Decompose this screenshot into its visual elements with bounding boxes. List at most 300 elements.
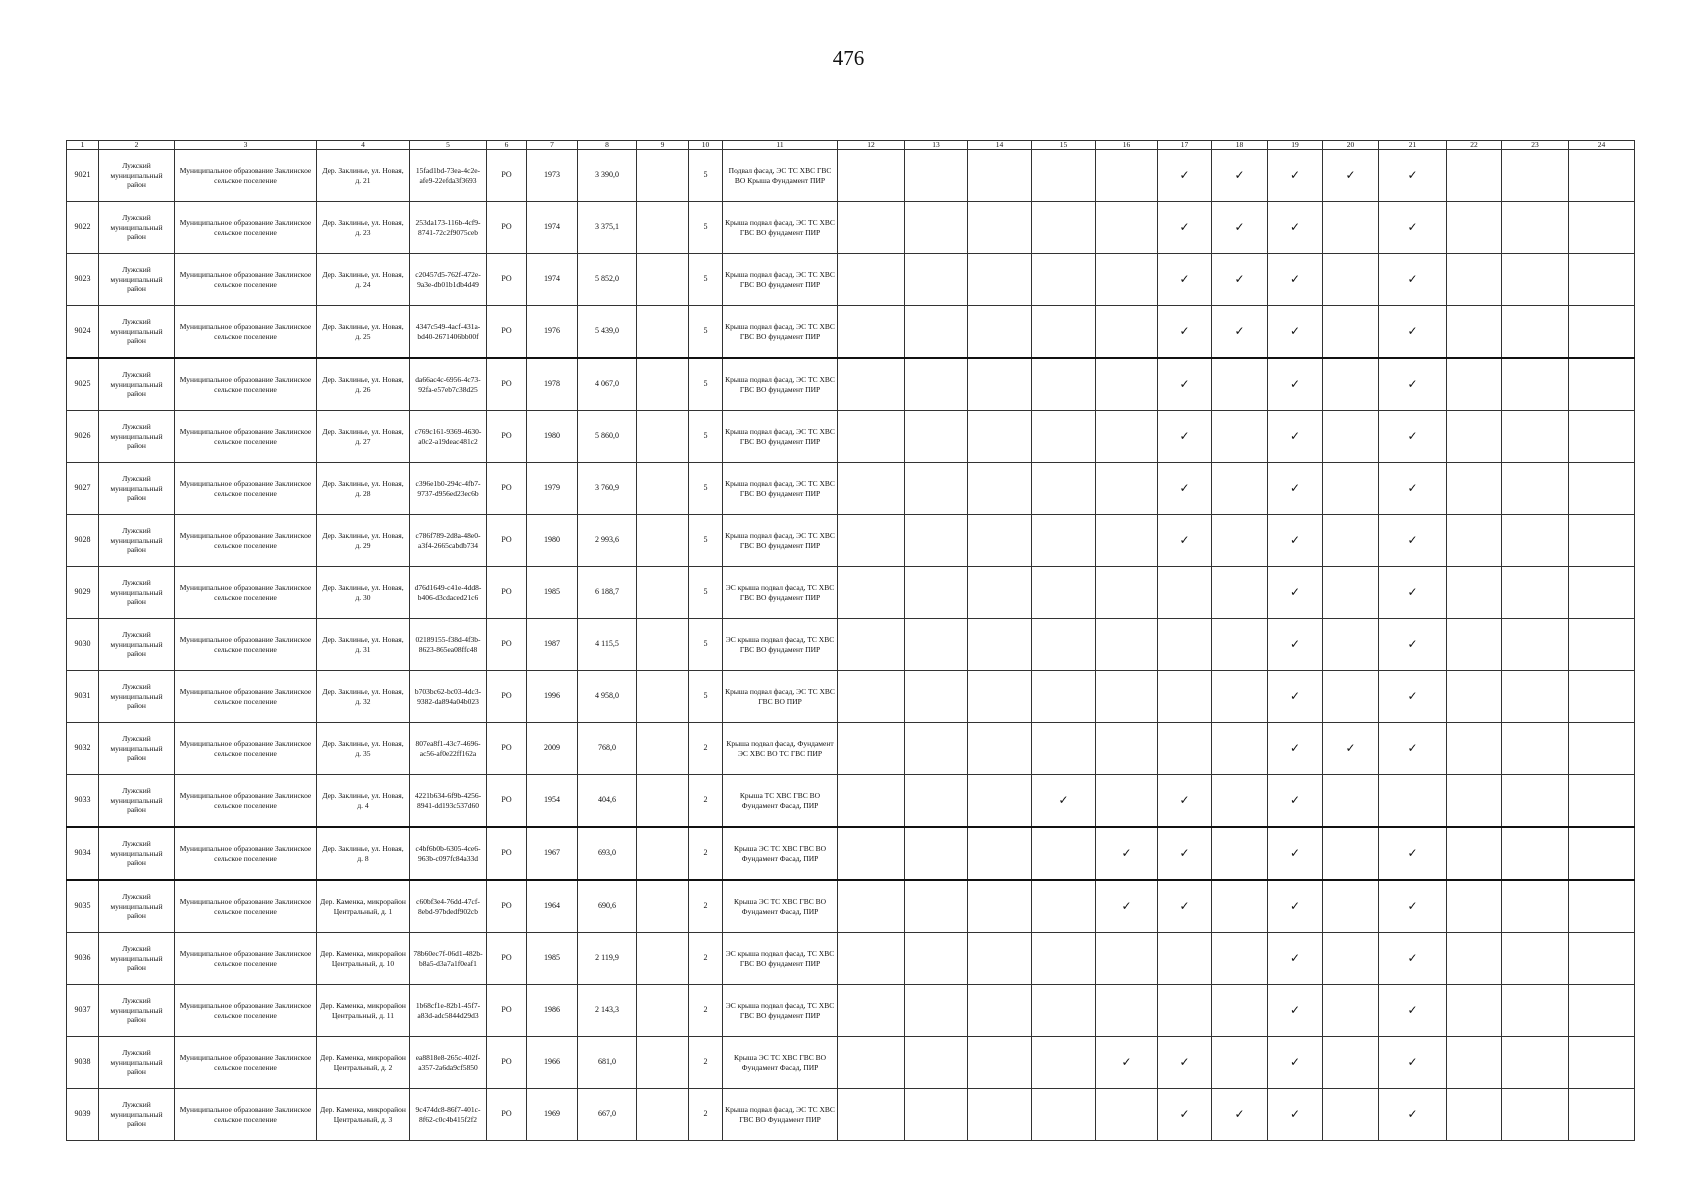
record-number: 9033: [67, 775, 99, 828]
address-cell: Дер. Каменка, микрорайон Центральный, д. 1: [317, 880, 410, 933]
form-cell: РО: [487, 827, 527, 880]
table-row: [67, 567, 1635, 619]
area-cell: 5 852,0: [578, 254, 637, 306]
check-mark-icon: ✓: [1158, 775, 1212, 828]
empty-cell: [637, 463, 689, 515]
table-row: [67, 306, 1635, 359]
empty-cell: [1032, 358, 1096, 411]
object-code-cell: 15fad1bd-73ea-4c2e-afe9-22efda3f3693: [410, 150, 487, 202]
table-row: [67, 254, 1635, 306]
district-cell: Лужский муниципальный район: [99, 358, 175, 411]
empty-cell: [637, 567, 689, 619]
check-mark-icon: ✓: [1323, 723, 1379, 775]
check-mark-icon: ✓: [1379, 358, 1447, 411]
column-number: 6: [487, 141, 527, 150]
table-row: [67, 150, 1635, 202]
empty-cell: [1096, 933, 1158, 985]
column-number: 5: [410, 141, 487, 150]
check-mark-icon: ✓: [1268, 1089, 1323, 1141]
empty-cell: [1212, 463, 1268, 515]
form-cell: РО: [487, 463, 527, 515]
check-mark-icon: ✓: [1212, 1089, 1268, 1141]
check-mark-icon: ✓: [1158, 463, 1212, 515]
table-row: [67, 1089, 1635, 1141]
year-cell: 1969: [527, 1089, 578, 1141]
district-cell: Лужский муниципальный район: [99, 985, 175, 1037]
empty-cell: [905, 933, 968, 985]
table-row: [67, 775, 1635, 828]
empty-cell: [905, 1037, 968, 1089]
check-mark-icon: ✓: [1268, 306, 1323, 359]
works-cell: Крыша подвал фасад, ЭС ТС ХВС ГВС ВО фундамент ПИР: [723, 411, 838, 463]
empty-cell: [1096, 411, 1158, 463]
check-mark-icon: ✓: [1379, 150, 1447, 202]
empty-cell: [1569, 567, 1635, 619]
check-mark-icon: ✓: [1158, 202, 1212, 254]
district-cell: Лужский муниципальный район: [99, 933, 175, 985]
works-cell: ЭС крыша подвал фасад, ТС ХВС ГВС ВО фундамент ПИР: [723, 619, 838, 671]
check-mark-icon: ✓: [1158, 1037, 1212, 1089]
object-code-cell: 78b60ec7f-06d1-482b-b8a5-d3a7a1f0eaf1: [410, 933, 487, 985]
check-mark-icon: ✓: [1379, 619, 1447, 671]
form-cell: РО: [487, 306, 527, 359]
empty-cell: [1212, 567, 1268, 619]
works-cell: Крыша ТС ХВС ГВС ВО Фундамент Фасад, ПИР: [723, 775, 838, 828]
empty-cell: [1502, 1037, 1569, 1089]
empty-cell: [1323, 827, 1379, 880]
empty-cell: [1447, 827, 1502, 880]
empty-cell: [838, 985, 905, 1037]
empty-cell: [1569, 1089, 1635, 1141]
empty-cell: [968, 723, 1032, 775]
municipality-cell: Муниципальное образование Заклинское сельское поселение: [175, 619, 317, 671]
empty-cell: [968, 619, 1032, 671]
municipality-cell: Муниципальное образование Заклинское сельское поселение: [175, 880, 317, 933]
empty-cell: [1032, 515, 1096, 567]
object-code-cell: 4221b634-6f9b-4256-8941-dd193c537d60: [410, 775, 487, 828]
empty-cell: [637, 254, 689, 306]
empty-cell: [637, 306, 689, 359]
check-mark-icon: ✓: [1096, 827, 1158, 880]
empty-cell: [1323, 933, 1379, 985]
empty-cell: [1447, 985, 1502, 1037]
empty-cell: [1096, 1089, 1158, 1141]
check-mark-icon: ✓: [1158, 358, 1212, 411]
empty-cell: [1502, 933, 1569, 985]
empty-cell: [968, 567, 1032, 619]
floors-cell: 5: [689, 671, 723, 723]
district-cell: Лужский муниципальный район: [99, 411, 175, 463]
object-code-cell: 807ea8f1-43c7-4696-ac56-af0e22ff162a: [410, 723, 487, 775]
empty-cell: [1158, 723, 1212, 775]
form-cell: РО: [487, 254, 527, 306]
form-cell: РО: [487, 411, 527, 463]
works-cell: ЭС крыша подвал фасад, ТС ХВС ГВС ВО фундамент ПИР: [723, 567, 838, 619]
year-cell: 1980: [527, 515, 578, 567]
empty-cell: [1032, 306, 1096, 359]
empty-cell: [1212, 985, 1268, 1037]
empty-cell: [1158, 567, 1212, 619]
address-cell: Дер. Заклинье, ул. Новая, д. 24: [317, 254, 410, 306]
empty-cell: [968, 775, 1032, 828]
form-cell: РО: [487, 150, 527, 202]
check-mark-icon: ✓: [1268, 567, 1323, 619]
check-mark-icon: ✓: [1379, 933, 1447, 985]
empty-cell: [1502, 723, 1569, 775]
record-number: 9024: [67, 306, 99, 359]
table-row: [67, 933, 1635, 985]
check-mark-icon: ✓: [1096, 1037, 1158, 1089]
empty-cell: [1158, 933, 1212, 985]
year-cell: 2009: [527, 723, 578, 775]
check-mark-icon: ✓: [1268, 358, 1323, 411]
check-mark-icon: ✓: [1268, 411, 1323, 463]
area-cell: 4 115,5: [578, 619, 637, 671]
object-code-cell: 4347c549-4acf-431a-bd40-2671406bb00f: [410, 306, 487, 359]
check-mark-icon: ✓: [1268, 202, 1323, 254]
check-mark-icon: ✓: [1032, 775, 1096, 828]
empty-cell: [1096, 358, 1158, 411]
floors-cell: 5: [689, 567, 723, 619]
check-mark-icon: ✓: [1268, 827, 1323, 880]
table-row: [67, 671, 1635, 723]
empty-cell: [637, 985, 689, 1037]
empty-cell: [1447, 411, 1502, 463]
record-number: 9032: [67, 723, 99, 775]
works-cell: Крыша подвал фасад, ЭС ТС ХВС ГВС ВО фундамент ПИР: [723, 202, 838, 254]
check-mark-icon: ✓: [1268, 723, 1323, 775]
empty-cell: [637, 619, 689, 671]
column-number: 18: [1212, 141, 1268, 150]
record-number: 9021: [67, 150, 99, 202]
municipality-cell: Муниципальное образование Заклинское сельское поселение: [175, 254, 317, 306]
empty-cell: [905, 827, 968, 880]
check-mark-icon: ✓: [1158, 827, 1212, 880]
floors-cell: 2: [689, 827, 723, 880]
area-cell: 693,0: [578, 827, 637, 880]
empty-cell: [1212, 723, 1268, 775]
empty-cell: [1032, 880, 1096, 933]
empty-cell: [1447, 723, 1502, 775]
record-number: 9031: [67, 671, 99, 723]
empty-cell: [1212, 515, 1268, 567]
empty-cell: [838, 1089, 905, 1141]
column-number: 23: [1502, 141, 1569, 150]
object-code-cell: c786f789-2d8a-48e0-a3f4-2665cabdb734: [410, 515, 487, 567]
column-number: 11: [723, 141, 838, 150]
empty-cell: [838, 254, 905, 306]
year-cell: 1966: [527, 1037, 578, 1089]
empty-cell: [1502, 306, 1569, 359]
empty-cell: [1447, 567, 1502, 619]
empty-cell: [637, 150, 689, 202]
area-cell: 768,0: [578, 723, 637, 775]
works-cell: Крыша подвал фасад, ЭС ТС ХВС ГВС ВО фундамент ПИР: [723, 306, 838, 359]
check-mark-icon: ✓: [1379, 411, 1447, 463]
form-cell: РО: [487, 880, 527, 933]
area-cell: 2 143,3: [578, 985, 637, 1037]
empty-cell: [1032, 827, 1096, 880]
empty-cell: [838, 723, 905, 775]
object-code-cell: da66ac4c-6956-4c73-92fa-e57eb7c38d25: [410, 358, 487, 411]
address-cell: Дер. Заклинье, ул. Новая, д. 25: [317, 306, 410, 359]
address-cell: Дер. Заклинье, ул. Новая, д. 8: [317, 827, 410, 880]
empty-cell: [1158, 671, 1212, 723]
column-number: 24: [1569, 141, 1635, 150]
register-table: [66, 140, 1635, 1141]
object-code-cell: c769c161-9369-4630-a0c2-a19deac481c2: [410, 411, 487, 463]
empty-cell: [637, 827, 689, 880]
empty-cell: [1032, 463, 1096, 515]
area-cell: 690,6: [578, 880, 637, 933]
check-mark-icon: ✓: [1158, 515, 1212, 567]
empty-cell: [1212, 933, 1268, 985]
check-mark-icon: ✓: [1212, 254, 1268, 306]
empty-cell: [905, 671, 968, 723]
empty-cell: [1212, 411, 1268, 463]
district-cell: Лужский муниципальный район: [99, 827, 175, 880]
empty-cell: [1323, 1037, 1379, 1089]
empty-cell: [1502, 150, 1569, 202]
form-cell: РО: [487, 1089, 527, 1141]
municipality-cell: Муниципальное образование Заклинское сельское поселение: [175, 515, 317, 567]
district-cell: Лужский муниципальный район: [99, 880, 175, 933]
floors-cell: 2: [689, 880, 723, 933]
district-cell: Лужский муниципальный район: [99, 775, 175, 828]
empty-cell: [1569, 671, 1635, 723]
check-mark-icon: ✓: [1379, 1037, 1447, 1089]
empty-cell: [1323, 567, 1379, 619]
column-number: 7: [527, 141, 578, 150]
address-cell: Дер. Заклинье, ул. Новая, д. 28: [317, 463, 410, 515]
column-number: 22: [1447, 141, 1502, 150]
form-cell: РО: [487, 671, 527, 723]
empty-cell: [1158, 619, 1212, 671]
column-number: 13: [905, 141, 968, 150]
empty-cell: [838, 463, 905, 515]
year-cell: 1974: [527, 254, 578, 306]
record-number: 9023: [67, 254, 99, 306]
works-cell: Подвал фасад, ЭС ТС ХВС ГВС ВО Крыша Фундамент ПИР: [723, 150, 838, 202]
empty-cell: [905, 775, 968, 828]
record-number: 9037: [67, 985, 99, 1037]
empty-cell: [1096, 985, 1158, 1037]
year-cell: 1976: [527, 306, 578, 359]
municipality-cell: Муниципальное образование Заклинское сельское поселение: [175, 775, 317, 828]
form-cell: РО: [487, 567, 527, 619]
empty-cell: [838, 306, 905, 359]
empty-cell: [1212, 619, 1268, 671]
check-mark-icon: ✓: [1268, 150, 1323, 202]
empty-cell: [1032, 567, 1096, 619]
works-cell: Крыша подвал фасад, ЭС ТС ХВС ГВС ВО фундамент ПИР: [723, 463, 838, 515]
floors-cell: 5: [689, 515, 723, 567]
empty-cell: [1569, 202, 1635, 254]
floors-cell: 2: [689, 775, 723, 828]
empty-cell: [637, 411, 689, 463]
empty-cell: [1032, 254, 1096, 306]
empty-cell: [637, 723, 689, 775]
empty-cell: [1447, 306, 1502, 359]
empty-cell: [1212, 1037, 1268, 1089]
empty-cell: [1502, 411, 1569, 463]
floors-cell: 5: [689, 619, 723, 671]
empty-cell: [905, 723, 968, 775]
municipality-cell: Муниципальное образование Заклинское сельское поселение: [175, 671, 317, 723]
empty-cell: [1096, 150, 1158, 202]
check-mark-icon: ✓: [1379, 985, 1447, 1037]
empty-cell: [1032, 202, 1096, 254]
table-row: [67, 880, 1635, 933]
empty-cell: [838, 671, 905, 723]
empty-cell: [1447, 463, 1502, 515]
empty-cell: [1502, 463, 1569, 515]
check-mark-icon: ✓: [1096, 880, 1158, 933]
municipality-cell: Муниципальное образование Заклинское сельское поселение: [175, 1089, 317, 1141]
form-cell: РО: [487, 933, 527, 985]
area-cell: 4 067,0: [578, 358, 637, 411]
address-cell: Дер. Заклинье, ул. Новая, д. 4: [317, 775, 410, 828]
check-mark-icon: ✓: [1379, 880, 1447, 933]
record-number: 9028: [67, 515, 99, 567]
address-cell: Дер. Заклинье, ул. Новая, д. 27: [317, 411, 410, 463]
empty-cell: [1502, 775, 1569, 828]
column-number: 17: [1158, 141, 1212, 150]
check-mark-icon: ✓: [1379, 463, 1447, 515]
empty-cell: [1569, 150, 1635, 202]
check-mark-icon: ✓: [1379, 1089, 1447, 1141]
column-number: 8: [578, 141, 637, 150]
empty-cell: [1569, 723, 1635, 775]
empty-cell: [1032, 1089, 1096, 1141]
area-cell: 6 188,7: [578, 567, 637, 619]
empty-cell: [1032, 985, 1096, 1037]
floors-cell: 2: [689, 985, 723, 1037]
empty-cell: [1502, 567, 1569, 619]
record-number: 9038: [67, 1037, 99, 1089]
check-mark-icon: ✓: [1268, 933, 1323, 985]
area-cell: 5 860,0: [578, 411, 637, 463]
district-cell: Лужский муниципальный район: [99, 515, 175, 567]
check-mark-icon: ✓: [1379, 515, 1447, 567]
empty-cell: [1569, 619, 1635, 671]
empty-cell: [905, 202, 968, 254]
empty-cell: [838, 150, 905, 202]
empty-cell: [1569, 775, 1635, 828]
district-cell: Лужский муниципальный район: [99, 463, 175, 515]
empty-cell: [1323, 619, 1379, 671]
empty-cell: [1569, 933, 1635, 985]
form-cell: РО: [487, 202, 527, 254]
object-code-cell: c4bf6b0b-6305-4ce6-963b-c097fc84a33d: [410, 827, 487, 880]
empty-cell: [838, 1037, 905, 1089]
empty-cell: [1447, 202, 1502, 254]
empty-cell: [1447, 254, 1502, 306]
empty-cell: [637, 775, 689, 828]
empty-cell: [1569, 306, 1635, 359]
district-cell: Лужский муниципальный район: [99, 254, 175, 306]
empty-cell: [905, 358, 968, 411]
empty-cell: [968, 1037, 1032, 1089]
empty-cell: [1502, 985, 1569, 1037]
municipality-cell: Муниципальное образование Заклинское сельское поселение: [175, 567, 317, 619]
year-cell: 1954: [527, 775, 578, 828]
form-cell: РО: [487, 723, 527, 775]
address-cell: Дер. Заклинье, ул. Новая, д. 23: [317, 202, 410, 254]
empty-cell: [905, 1089, 968, 1141]
empty-cell: [968, 880, 1032, 933]
municipality-cell: Муниципальное образование Заклинское сельское поселение: [175, 933, 317, 985]
column-number: 2: [99, 141, 175, 150]
empty-cell: [1323, 411, 1379, 463]
empty-cell: [1323, 202, 1379, 254]
check-mark-icon: ✓: [1158, 254, 1212, 306]
year-cell: 1987: [527, 619, 578, 671]
column-number: 4: [317, 141, 410, 150]
address-cell: Дер. Каменка, микрорайон Центральный, д. 11: [317, 985, 410, 1037]
empty-cell: [1096, 775, 1158, 828]
empty-cell: [1323, 985, 1379, 1037]
district-cell: Лужский муниципальный район: [99, 306, 175, 359]
year-cell: 1964: [527, 880, 578, 933]
empty-cell: [1212, 880, 1268, 933]
empty-cell: [838, 619, 905, 671]
empty-cell: [1032, 150, 1096, 202]
municipality-cell: Муниципальное образование Заклинское сельское поселение: [175, 411, 317, 463]
check-mark-icon: ✓: [1268, 671, 1323, 723]
empty-cell: [905, 567, 968, 619]
check-mark-icon: ✓: [1379, 254, 1447, 306]
empty-cell: [968, 671, 1032, 723]
empty-cell: [838, 880, 905, 933]
column-number: 10: [689, 141, 723, 150]
area-cell: 2 119,9: [578, 933, 637, 985]
empty-cell: [1212, 827, 1268, 880]
check-mark-icon: ✓: [1158, 1089, 1212, 1141]
year-cell: 1978: [527, 358, 578, 411]
empty-cell: [1212, 775, 1268, 828]
empty-cell: [1096, 619, 1158, 671]
table-row: [67, 515, 1635, 567]
empty-cell: [1447, 775, 1502, 828]
empty-cell: [1502, 202, 1569, 254]
empty-cell: [905, 985, 968, 1037]
form-cell: РО: [487, 985, 527, 1037]
empty-cell: [637, 933, 689, 985]
address-cell: Дер. Заклинье, ул. Новая, д. 29: [317, 515, 410, 567]
check-mark-icon: ✓: [1212, 202, 1268, 254]
record-number: 9039: [67, 1089, 99, 1141]
empty-cell: [637, 880, 689, 933]
district-cell: Лужский муниципальный район: [99, 202, 175, 254]
floors-cell: 2: [689, 723, 723, 775]
empty-cell: [1569, 411, 1635, 463]
empty-cell: [1158, 985, 1212, 1037]
works-cell: Крыша подвал фасад, ЭС ТС ХВС ГВС ВО фундамент ПИР: [723, 254, 838, 306]
check-mark-icon: ✓: [1379, 567, 1447, 619]
district-cell: Лужский муниципальный район: [99, 1037, 175, 1089]
check-mark-icon: ✓: [1268, 254, 1323, 306]
empty-cell: [1447, 150, 1502, 202]
check-mark-icon: ✓: [1268, 985, 1323, 1037]
record-number: 9025: [67, 358, 99, 411]
empty-cell: [1032, 1037, 1096, 1089]
record-number: 9034: [67, 827, 99, 880]
check-mark-icon: ✓: [1268, 1037, 1323, 1089]
empty-cell: [968, 827, 1032, 880]
record-number: 9035: [67, 880, 99, 933]
table-row: [67, 827, 1635, 880]
